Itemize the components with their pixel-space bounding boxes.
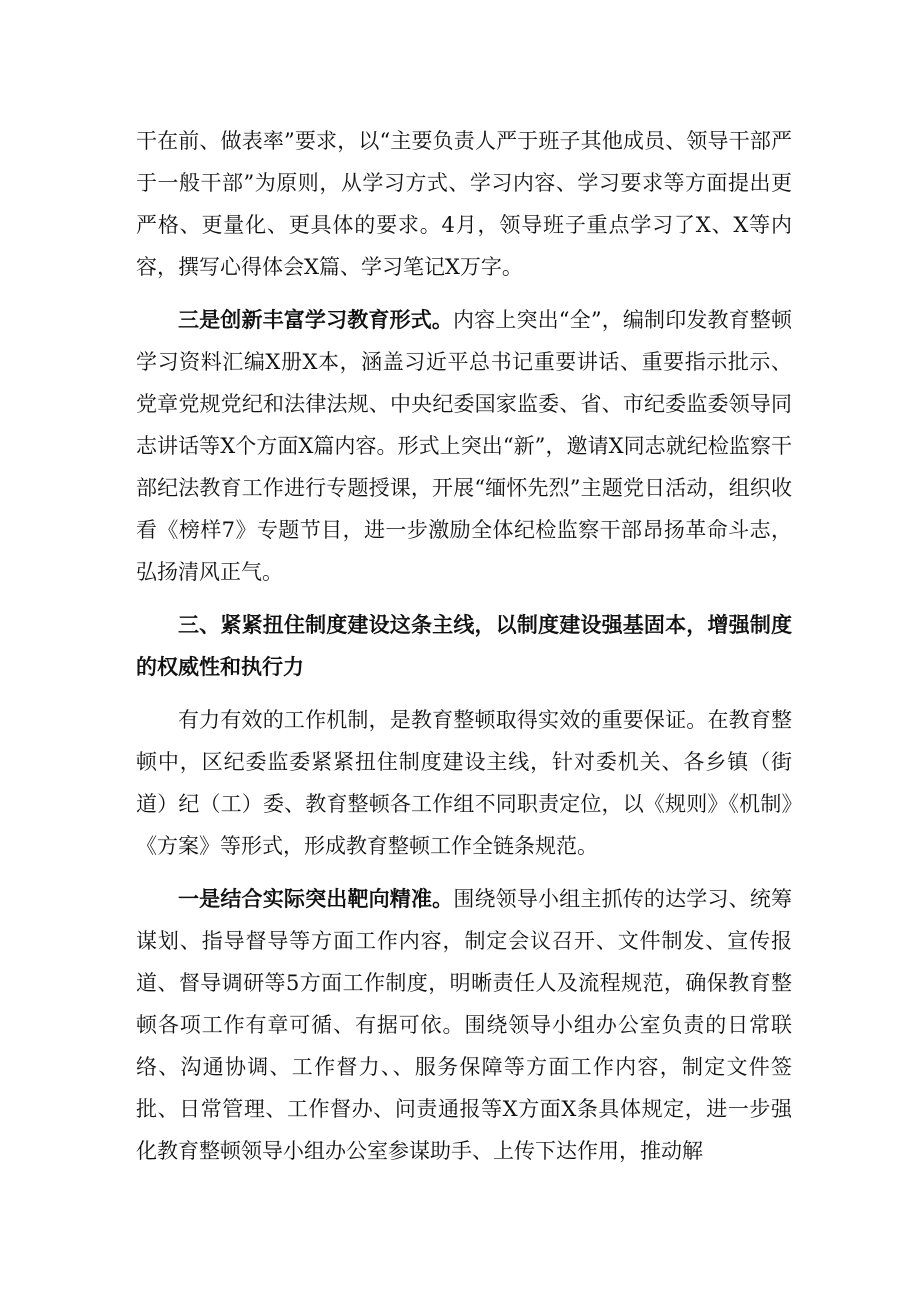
paragraph-text: 内容上突出“全”，编制印发教育整顿学习资料汇编X册X本，涵盖习近平总书记重要讲话、重要指示批示、党章党规党纪和法律法规、中央纪委国家监委、省、市纪委监委领导同志讲话等X个方面X篇内容。形式上突出“新”，邀请X同志就纪检监察干部纪法教育工作进行专题授课，开展“缅怀先烈”主题党日活动，组织收看《榜样7》专题节目，进一步激励全体纪检监察干部昂扬革命斗志，弘扬清风正气。: [136, 308, 792, 584]
paragraph-text: 围绕领导小组主抓传的达学习、统筹谋划、指导督导等方面工作内容，制定会议召开、文件制发、宣传报道、督导调研等5方面工作制度，明晰责任人及流程规范，确保教育整顿各项工作有章可循、有据可依。围绕领导小组办公室负责的日常联络、沟通协调、工作督力、、服务保障等方面工作内容，制定文件签批、日常管理、工作督办、问责通报等X方面X条具体规定，进一步强化教育整顿领导小组办公室参谋助手、上传下达作用，推动解: [136, 887, 793, 1163]
document-body: [136, 120, 792, 1183]
paragraph-text: 有力有效的工作机制，是教育整顿取得实效的重要保证。在教育整顿中，区纪委监委紧紧扭住制度建设主线，针对委机关、各乡镇（街道）纪（工）委、教育整顿各工作组不同职责定位，以《规则》《机制》《方案》等形式，形成教育整顿工作全链条规范。: [136, 708, 792, 858]
paragraph-targeted-precision: [136, 878, 792, 1172]
paragraph-mechanism: [136, 699, 792, 867]
section-heading-three: 三、紧紧扭住制度建设这条主线，以制度建设强基固本，增强制度的权威性和执行力: [136, 613, 792, 679]
paragraph-lead: 三是创新丰富学习教育形式。: [178, 308, 454, 332]
paragraph-innovate-forms: [136, 299, 792, 593]
paragraph-lead: 一是结合实际突出靶向精准。: [178, 887, 454, 911]
paragraph-continuation: [136, 120, 792, 288]
paragraph-text: 干在前、做表率”要求，以“主要负责人严于班子其他成员、领导干部严于一般干部”为原则，从学习方式、学习内容、学习要求等方面提出更严格、更量化、更具体的要求。4月，领导班子重点学习了X、X等内容，撰写心得体会X篇、学习笔记X万字。: [136, 129, 792, 279]
